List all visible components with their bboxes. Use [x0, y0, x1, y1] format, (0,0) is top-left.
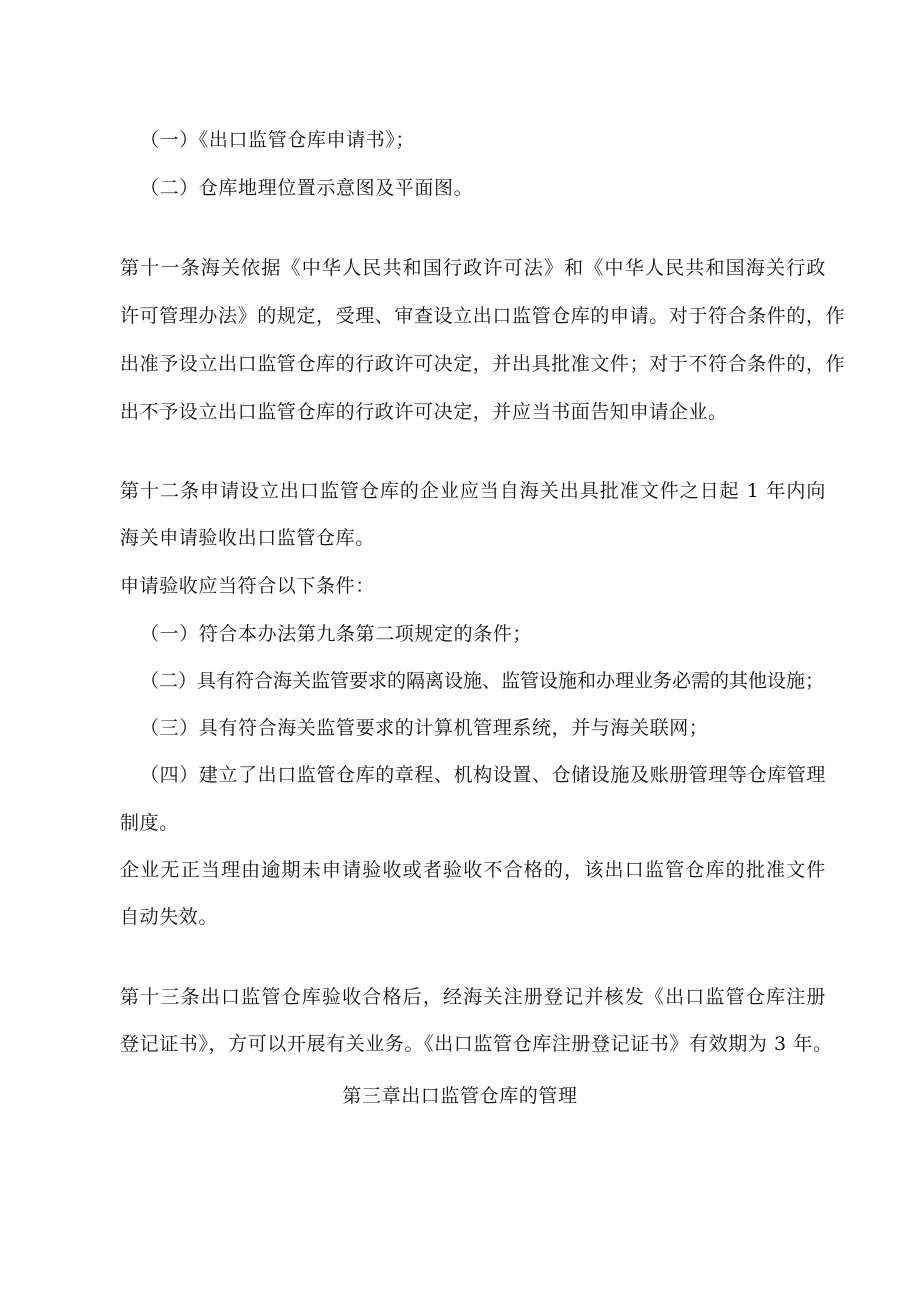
list-item: （二）仓库地理位置示意图及平面图。 [140, 177, 474, 199]
paragraph-line: 第十一条海关依据《中华人民共和国行政许可法》和《中华人民共和国海关行政 [120, 257, 826, 279]
paragraph-line: 许可管理办法》的规定，受理、审查设立出口监管仓库的申请。对于符合条件的，作 [120, 305, 846, 327]
paragraph-line: 出不予设立出口监管仓库的行政许可决定，并应当书面告知申请企业。 [120, 401, 728, 423]
paragraph-line: 企业无正当理由逾期未申请验收或者验收不合格的，该出口监管仓库的批准文件 [120, 859, 826, 881]
list-item: （一）《出口监管仓库申请书》； [140, 129, 416, 151]
paragraph-line: 登记证书》，方可以开展有关业务。《出口监管仓库注册登记证书》有效期为 3 年。 [120, 1033, 833, 1055]
paragraph-line: 第十三条出口监管仓库验收合格后，经海关注册登记并核发《出口监管仓库注册 [120, 986, 826, 1008]
paragraph-line: 申请验收应当符合以下条件： [120, 575, 375, 597]
paragraph-line: 海关申请验收出口监管仓库。 [120, 527, 375, 549]
list-item: （二）具有符合海关监管要求的隔离设施、监管设施和办理业务必需的其他设施； [140, 670, 825, 692]
paragraph-line: 出准予设立出口监管仓库的行政许可决定，并出具批准文件；对于不符合条件的，作 [120, 353, 846, 375]
list-item: 制度。 [120, 812, 179, 834]
list-item: （四）建立了出口监管仓库的章程、机构设置、仓储设施及账册管理等仓库管理 [140, 764, 827, 786]
chapter-heading: 第三章出口监管仓库的管理 [342, 1085, 578, 1107]
list-item: （一）符合本办法第九条第二项规定的条件； [140, 623, 533, 645]
list-item: （三）具有符合海关监管要求的计算机管理系统，并与海关联网； [140, 717, 709, 739]
paragraph-line: 自动失效。 [120, 906, 219, 928]
paragraph-line: 第十二条申请设立出口监管仓库的企业应当自海关出具批准文件之日起 1 年内向 [120, 480, 826, 502]
